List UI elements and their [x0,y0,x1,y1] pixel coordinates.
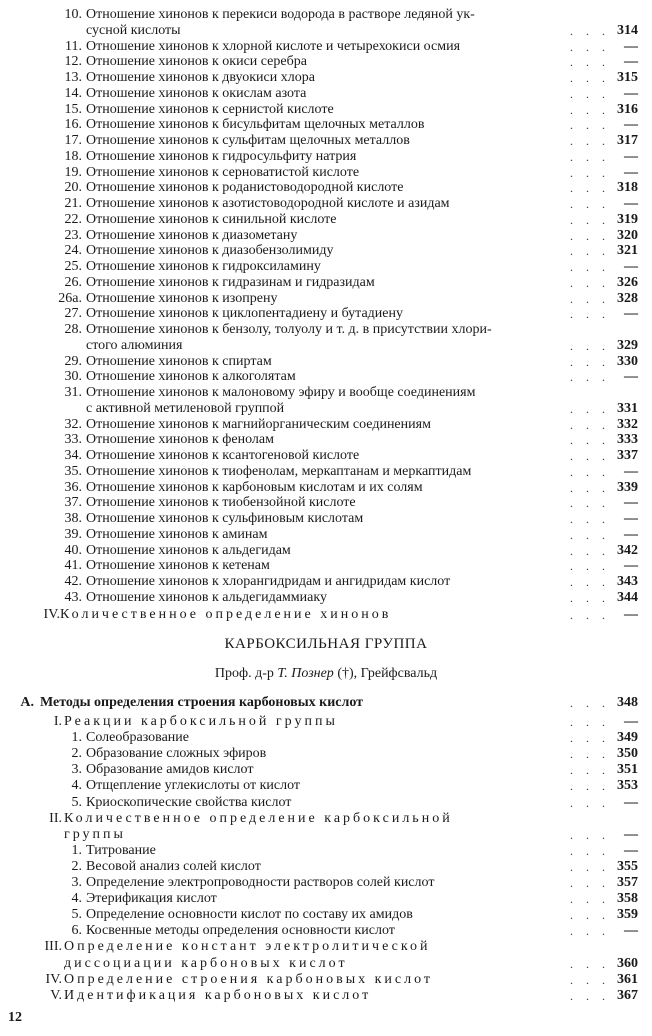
toc-entry-number: 43. [64,589,82,605]
toc-entry-title: Определение констант электролитической [64,939,431,955]
toc-leader-dots: . . . [570,575,610,589]
toc-leader-dots: . . . [570,924,610,939]
toc-entry-number: V. [50,987,62,1003]
toc-entry-number: 5. [71,907,82,923]
toc-entry-number: 29. [64,353,82,369]
toc-entry-title: Криоскопические свойства кислот [86,794,292,810]
toc-entry-page: 339 [617,479,638,495]
toc-leader-dots: . . . [570,260,610,274]
toc-leader-dots: . . . [570,988,610,1003]
toc-entry-number: 14. [64,85,82,101]
toc-entry-page: 328 [617,290,638,306]
toc-leader-dots: . . . [570,275,610,290]
toc-entry-number: 3. [71,875,82,890]
toc-entry-page: 317 [617,133,638,148]
toc-leader-dots: . . . [570,843,610,858]
toc-entry-title: Отношение хинонов к двуокиси хлора [86,70,315,85]
toc-entry-page: 348 [617,695,638,710]
toc-entry-title: Отношение хинонов к гидроксиламину [86,259,321,274]
toc-entry-page: — [624,923,638,939]
toc-entry-title: Отношение хинонов к гидразинам и гидразидам [86,274,375,290]
toc-entry-number: I. [53,714,62,729]
toc-entry-title: Идентификация карбоновых кислот [64,987,372,1003]
toc-entry-title: Отношение хинонов к фенолам [86,432,274,448]
toc-entry-title: Отношение хинонов к синильной кислоте [86,211,337,227]
toc-entry-number: 22. [64,211,82,227]
toc-entry-title: Отношение хинонов к роданистоводородной кислоте [86,180,404,196]
toc-entry-page: — [624,511,638,526]
toc-entry-number: IV. [43,606,60,622]
toc-entry-title: сусной кислоты [86,22,181,38]
toc-entry-page: — [624,842,638,858]
toc-entry-title: группы [64,826,126,842]
toc-leader-dots: . . . [570,134,610,148]
toc-leader-dots: . . . [570,696,610,710]
toc-entry-number: 33. [64,432,82,448]
toc-entry-title: Отношение хинонов к ксантогеновой кислоте [86,448,360,463]
toc-entry-page: 326 [617,274,638,290]
toc-entry-title: Отношение хинонов к изопрену [86,290,278,306]
toc-entry-page: 358 [617,891,638,907]
toc-entry-page: 343 [617,574,638,589]
toc-entry-number: 18. [64,148,82,164]
toc-leader-dots: . . . [570,212,610,227]
toc-entry-title: Отношение хинонов к окиси серебра [86,54,307,70]
toc-entry-page: 315 [617,70,638,85]
toc-entry-number: 34. [64,448,82,463]
toc-leader-dots: . . . [570,102,610,117]
toc-entry-number: 25. [64,259,82,274]
toc-leader-dots: . . . [570,763,610,778]
toc-entry-number: 10. [64,7,82,22]
toc-entry-number: 41. [64,558,82,574]
toc-entry-title: Отношение хинонов к диазобензолимиду [86,243,334,259]
toc-leader-dots: . . . [570,972,610,987]
toc-entry-page: 331 [617,400,638,416]
toc-entry-number: 38. [64,511,82,526]
toc-entry-number: 39. [64,526,82,542]
toc-entry-number: 36. [64,479,82,495]
toc-leader-dots: . . . [570,118,610,133]
toc-entry-page: 330 [617,353,638,369]
toc-entry-page: 344 [617,589,638,605]
toc-entry-number: 15. [64,101,82,117]
toc-entry-title: Отношение хинонов к малоновому эфиру и вообще соединениям [86,385,476,400]
toc-entry-page: — [624,826,638,842]
toc-entry [0,694,652,712]
toc-entry-number: 16. [64,117,82,133]
toc-entry-title: Отношение хинонов к кетенам [86,558,270,574]
toc-entry-page: — [624,306,638,322]
toc-entry [0,606,652,624]
toc-leader-dots: . . . [570,165,610,180]
toc-entry-title: Количественное определение хинонов [60,606,392,622]
toc-entry-number: 17. [64,133,82,148]
toc-entry-title: Солеобразование [86,730,189,746]
toc-leader-dots: . . . [570,527,610,542]
toc-leader-dots: . . . [570,590,610,605]
toc-entry-number: 20. [64,180,82,196]
toc-entry-page: 361 [617,971,638,987]
toc-leader-dots: . . . [570,55,610,70]
toc-entry-page: 353 [617,778,638,794]
toc-entry-title: Отношение хинонов к серноватистой кислоте [86,164,360,180]
toc-entry-number: 4. [71,891,82,907]
page-number: 12 [8,1010,22,1025]
toc-entry-number: 1. [71,842,82,858]
toc-leader-dots: . . . [570,464,610,479]
toc-entry-title: стого алюминия [86,337,183,353]
toc-entry-title: Отношение хинонов к тиобензойной кислоте [86,495,356,511]
toc-entry-title: Отношение хинонов к сернистой кислоте [86,101,334,117]
toc-entry-page: 318 [617,180,638,196]
toc-leader-dots: . . . [570,417,610,432]
toc-leader-dots: . . . [570,795,610,810]
toc-entry-page: — [624,714,638,729]
toc-entry-page: 332 [617,416,638,432]
toc-entry-number: 24. [64,243,82,259]
toc-entry-page: — [624,85,638,101]
toc-entry-number: 27. [64,306,82,322]
toc-entry-page: 320 [617,227,638,243]
toc-leader-dots: . . . [570,71,610,85]
toc-leader-dots: . . . [570,39,610,54]
toc-leader-dots: . . . [570,370,610,385]
toc-entry-page: 350 [617,746,638,762]
toc-entry-number: 13. [64,70,82,85]
toc-leader-dots: . . . [570,228,610,243]
toc-leader-dots: . . . [570,543,610,558]
toc-entry-title: Количественное определение карбоксильной [64,810,453,826]
chapter-heading: КАРБОКСИЛЬНАЯ ГРУППА [224,636,428,652]
toc-entry-title: Отношение хинонов к альдегидам [86,542,291,558]
toc-entry-page: — [624,369,638,385]
toc-leader-dots: . . . [570,731,610,746]
toc-entry-title: Определение электропроводности растворов солей кислот [86,875,435,890]
toc-entry-title: Этерификация кислот [86,891,217,907]
toc-entry-number: 3. [71,762,82,778]
toc-entry-page: — [624,54,638,70]
toc-leader-dots: . . . [570,607,610,622]
toc-entry-title: диссоциации карбоновых кислот [64,955,348,971]
toc-entry-number: 2. [71,746,82,762]
toc-leader-dots: . . . [570,827,610,842]
toc-entry-title: Косвенные методы определения основности кислот [86,923,395,939]
toc-entry-page: — [624,259,638,274]
toc-entry-title: Титрование [86,842,156,858]
toc-entry-page: — [624,148,638,164]
toc-leader-dots: . . . [570,779,610,794]
toc-entry-title: Отношение хинонов к циклопентадиену и бутадиену [86,306,404,322]
toc-entry-title: Отношение хинонов к бисульфитам щелочных металлов [86,117,425,133]
toc-entry-page: — [624,606,638,622]
toc-leader-dots: . . . [570,892,610,907]
toc-leader-dots: . . . [570,908,610,923]
toc-leader-dots: . . . [570,747,610,762]
toc-entry-title: Образование сложных эфиров [86,746,267,762]
toc-entry-title: Отношение хинонов к окислам азота [86,85,307,101]
toc-leader-dots: . . . [570,354,610,369]
toc-leader-dots: . . . [570,715,610,729]
toc-entry-number: 30. [64,369,82,385]
toc-entry-title: Отношение хинонов к аминам [86,526,268,542]
toc-entry-page: 316 [617,101,638,117]
toc-entry-title: Отщепление углекислоты от кислот [86,778,301,794]
toc-entry-number: 28. [64,322,82,337]
toc-leader-dots: . . . [570,449,610,463]
toc-leader-dots: . . . [570,401,610,416]
toc-entry-page: 333 [617,432,638,448]
toc-entry-number: 5. [71,794,82,810]
toc-entry-number: 35. [64,463,82,479]
toc-entry-title: Отношение хинонов к гидросульфиту натрия [86,148,357,164]
toc-entry-title: Отношение хинонов к диазометану [86,227,298,243]
toc-entry-number: 31. [64,385,82,400]
toc-entry-page: — [624,117,638,133]
toc-entry-title: Отношение хинонов к бензолу, толуолу и т. д. в присутствии хлори- [86,322,492,337]
toc-leader-dots: . . . [570,859,610,874]
toc-entry-page: 337 [617,448,638,463]
toc-entry-number: 1. [71,730,82,746]
toc-leader-dots: . . . [570,480,610,495]
toc-entry-page: — [624,794,638,810]
toc-entry-title: Весовой анализ солей кислот [86,858,261,874]
chapter-author [0,666,652,682]
toc-entry-page: 319 [617,211,638,227]
toc-leader-dots: . . . [570,244,610,259]
toc-entry-number: II. [49,810,62,826]
toc-entry-number: 19. [64,164,82,180]
toc-entry-title: Реакции карбоксильной группы [64,714,338,729]
toc-leader-dots: . . . [570,197,610,211]
toc-leader-dots: . . . [570,307,610,322]
toc-entry-number: 6. [71,923,82,939]
toc-entry-page: 359 [617,907,638,923]
toc-entry-page: 314 [617,22,638,38]
toc-entry-page: — [624,196,638,211]
toc-entry-title: Отношение хинонов к перекиси водорода в растворе ледяной ук- [86,7,475,22]
toc-entry-title: Определение строения карбоновых кислот [64,971,434,987]
toc-entry-page: — [624,38,638,54]
toc-entry-title: Отношение хинонов к хлорангидридам и ангидридам кислот [86,574,451,589]
toc-leader-dots: . . . [570,956,610,971]
toc-entry-number: 23. [64,227,82,243]
toc-entry-title: Отношение хинонов к тиофенолам, меркаптанам и меркаптидам [86,463,472,479]
toc-leader-dots: . . . [570,149,610,164]
toc-leader-dots: . . . [570,338,610,353]
toc-entry-number: 42. [64,574,82,589]
toc-entry-page: — [624,558,638,574]
toc-entry-title: Отношение хинонов к алкоголятам [86,369,296,385]
toc-entry-number: А. [20,695,34,710]
toc-entry-number: 40. [64,542,82,558]
toc-entry [0,987,652,1005]
toc-entry-page: 321 [617,243,638,259]
toc-entry-page: — [624,526,638,542]
toc-entry-page: 360 [617,955,638,971]
toc-entry-number: 11. [65,38,82,54]
toc-entry-page: 367 [617,987,638,1003]
toc-entry-page: 342 [617,542,638,558]
toc-entry-title: Отношение хинонов к хлорной кислоте и четырехокиси осмия [86,38,461,54]
toc-entry-title: Отношение хинонов к сульфиновым кислотам [86,511,364,526]
toc-entry-title: Определение основности кислот по составу их амидов [86,907,413,923]
toc-entry-number: 32. [64,416,82,432]
toc-entry-page: — [624,495,638,511]
toc-entry-number: 2. [71,858,82,874]
toc-entry-title: Образование амидов кислот [86,762,254,778]
toc-entry-page: 349 [617,730,638,746]
toc-leader-dots: . . . [570,23,610,38]
toc-entry [0,589,652,607]
toc-leader-dots: . . . [570,559,610,574]
author-suffix: (†), Грейфсвальд [337,666,438,681]
toc-leader-dots: . . . [570,512,610,526]
toc-entry-number: III. [44,939,62,955]
toc-entry-page: 329 [617,337,638,353]
toc-entry-number: 4. [71,778,82,794]
toc-entry-page: 351 [617,762,638,778]
toc-entry-number: 12. [64,54,82,70]
toc-entry-title: Отношение хинонов к карбоновым кислотам и их солям [86,479,423,495]
author-prefix: Проф. д-р [214,666,274,681]
toc-leader-dots: . . . [570,181,610,196]
toc-entry-page: — [624,463,638,479]
toc-entry-number: 26. [64,274,82,290]
toc-entry-title: Отношение хинонов к магнийорганическим соединениям [86,416,431,432]
toc-entry-title: Отношение хинонов к альдегидаммиаку [86,589,327,605]
toc-entry-number: IV. [45,971,62,987]
toc-entry-page: 355 [617,858,638,874]
toc-leader-dots: . . . [570,433,610,448]
toc-entry-number: 21. [64,196,82,211]
toc-entry-title: Отношение хинонов к сульфитам щелочных металлов [86,133,410,148]
toc-leader-dots: . . . [570,291,610,306]
toc-entry-number: 26а. [58,290,82,306]
toc-entry-page: — [624,164,638,180]
toc-entry-title: Отношение хинонов к азотистоводородной кислоте и азидам [86,196,450,211]
toc-entry-page: 357 [617,875,638,890]
toc-entry-title: Отношение хинонов к спиртам [86,353,272,369]
toc-leader-dots: . . . [570,496,610,511]
toc-entry-title: Методы определения строения карбоновых кислот [40,695,364,710]
toc-entry-number: 37. [64,495,82,511]
toc-leader-dots: . . . [570,876,610,890]
toc-leader-dots: . . . [570,86,610,101]
author-name: Т. Познер [277,666,334,681]
toc-entry-title: с активной метиленовой группой [86,400,285,416]
